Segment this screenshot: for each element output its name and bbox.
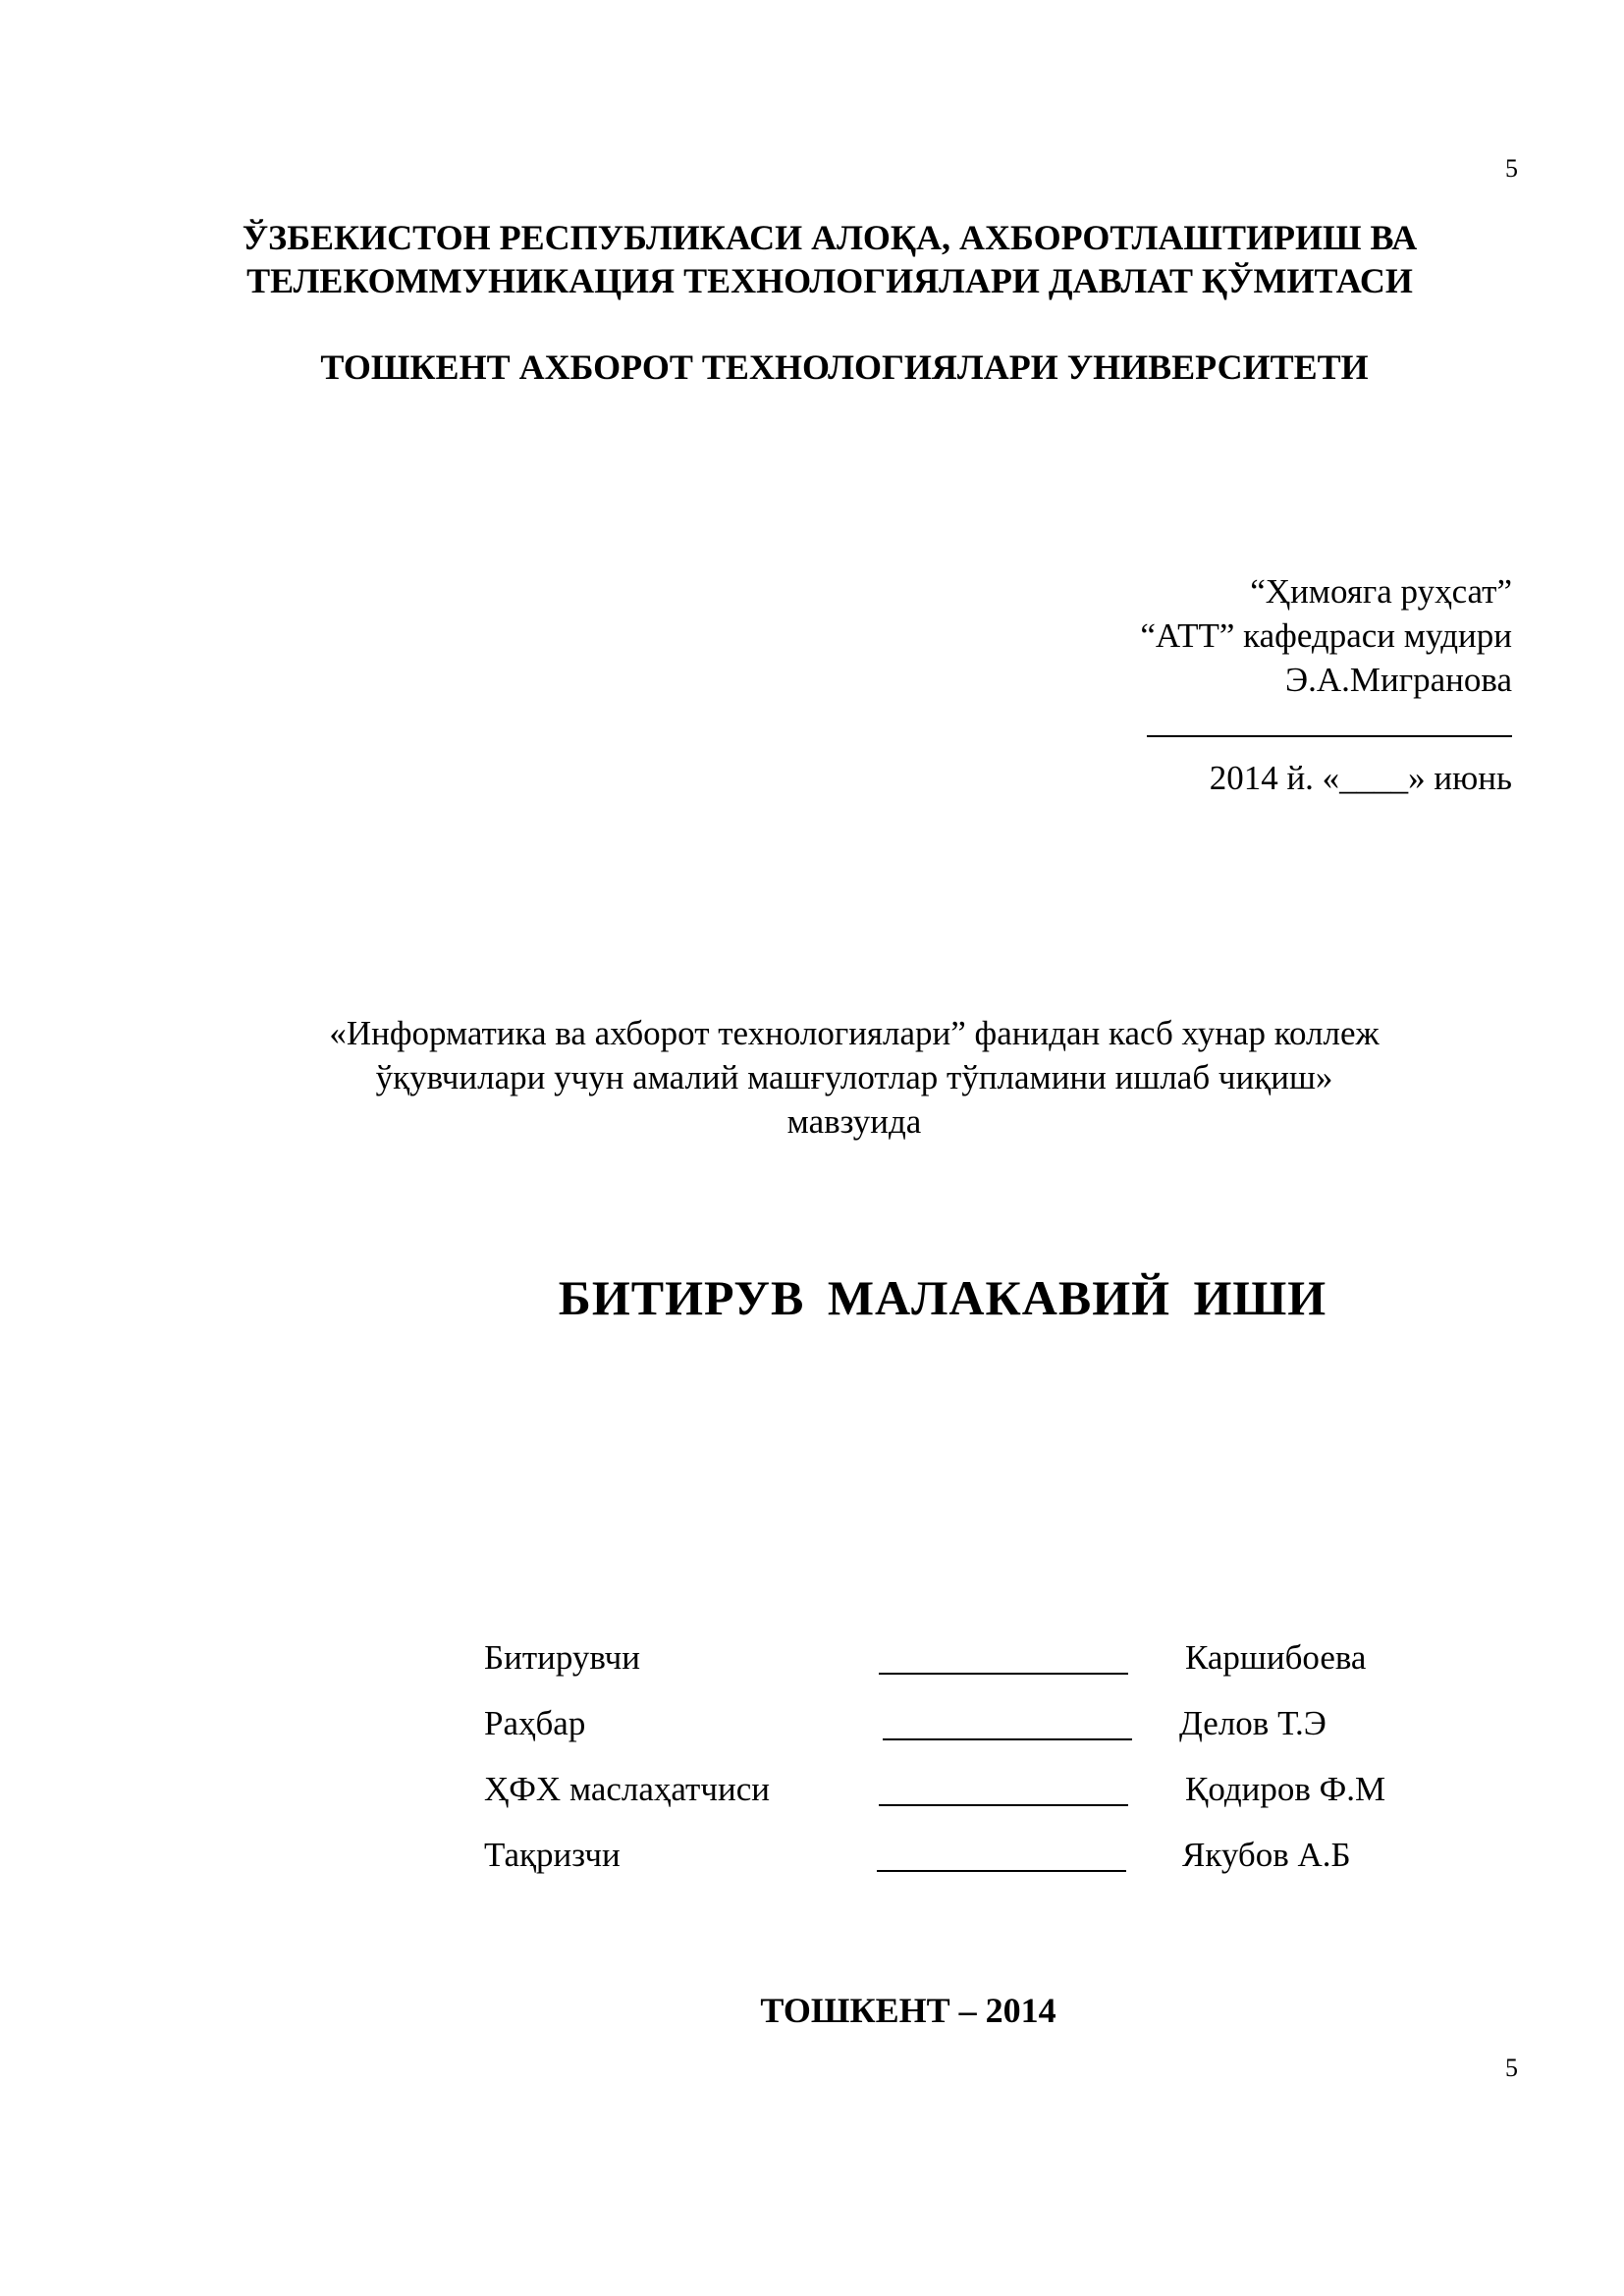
approval-permission: “Ҳимояга руҳсат” (1250, 572, 1512, 611)
city-year: ТОШКЕНТ – 2014 (760, 1991, 1056, 2030)
signature-line (883, 1738, 1132, 1740)
signature-role: ҲФХ маслаҳатчиси (484, 1770, 770, 1808)
university-name: ТОШКЕНТ АХБОРОТ ТЕХНОЛОГИЯЛАРИ УНИВЕРСИТЕТИ (320, 347, 1369, 387)
signature-line (879, 1804, 1128, 1806)
signature-row (484, 1833, 1466, 1898)
signature-role: Битирувчи (484, 1638, 640, 1677)
signature-row (484, 1635, 1466, 1701)
signatures-table (484, 1635, 1466, 1898)
signature-line (879, 1673, 1128, 1675)
signature-name: Каршибоева (1185, 1638, 1367, 1677)
signature-row (484, 1767, 1466, 1833)
approval-date: 2014 й. «____» июнь (1209, 759, 1512, 797)
signature-row (484, 1701, 1466, 1767)
topic-line-1: «Информатика ва ахборот технологиялари” фанидан касб хунар коллеж (329, 1014, 1380, 1052)
approval-block (825, 569, 1512, 800)
signature-role: Тақризчи (484, 1836, 621, 1874)
document-title: БИТИРУВ МАЛАКАВИЙ ИШИ (558, 1270, 1327, 1325)
signature-name: Якубов А.Б (1182, 1836, 1351, 1874)
thesis-topic (196, 1011, 1512, 1144)
topic-line-3: мавзуида (786, 1102, 922, 1141)
approval-head-name: Э.А.Мигранова (1285, 661, 1512, 699)
approval-signature-line (1147, 702, 1512, 737)
ministry-line-2: ТЕЛЕКОММУНИКАЦИЯ ТЕХНОЛОГИЯЛАРИ ДАВЛАТ ҚЎМИТАСИ (246, 261, 1413, 300)
signature-name: Қодиров Ф.М (1185, 1770, 1386, 1808)
approval-head-title: “АТТ” кафедраси мудири (1140, 616, 1512, 655)
topic-line-2: ўқувчилари учун амалий машғулотлар тўпламини ишлаб чиқиш» (375, 1058, 1333, 1096)
signature-role: Раҳбар (484, 1704, 586, 1742)
page-number-top: 5 (1505, 154, 1518, 183)
signature-name: Делов Т.Э (1179, 1704, 1326, 1742)
page-number-bottom: 5 (1505, 2054, 1518, 2082)
ministry-line-1: ЎЗБЕКИСТОН РЕСПУБЛИКАСИ АЛОҚА, АХБОРОТЛАШТИРИШ ВА (242, 218, 1418, 257)
signature-line (877, 1870, 1126, 1872)
ministry-header (147, 216, 1512, 302)
